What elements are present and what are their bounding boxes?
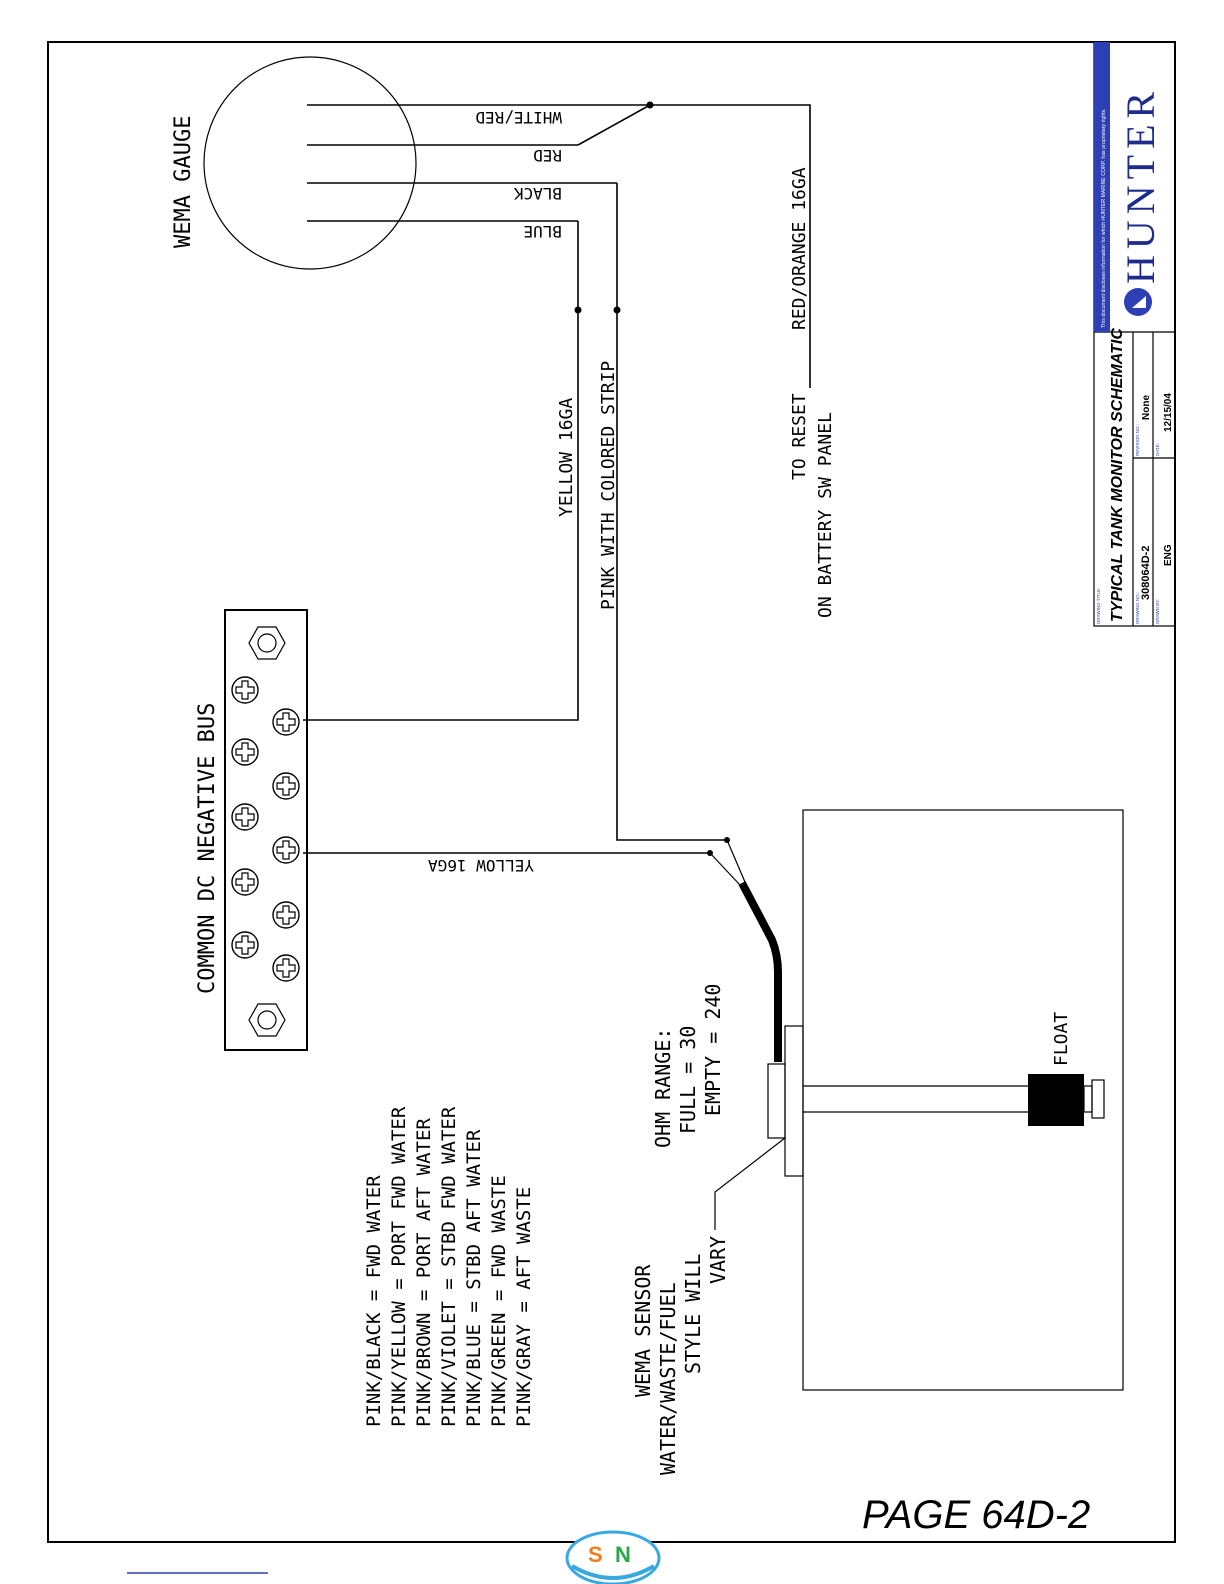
phillips-cross-icon bbox=[236, 936, 254, 954]
label-red-orange: RED/ORANGE 16GA bbox=[789, 167, 810, 330]
watermark-n: N bbox=[615, 1542, 631, 1567]
wire-red-orange bbox=[650, 105, 810, 388]
drawing-title: TYPICAL TANK MONITOR SCHEMATIC bbox=[1109, 328, 1126, 622]
sensor-line-2: WATER/WASTE/FUEL bbox=[656, 1282, 680, 1475]
legend-item: PINK/GREEN = FWD WASTE bbox=[488, 1175, 510, 1427]
phillips-cross-icon bbox=[236, 743, 254, 761]
legend-item: PINK/VIOLET = STBD FWD WATER bbox=[438, 1106, 460, 1427]
phillips-cross-icon bbox=[277, 959, 295, 977]
sensor-head bbox=[768, 1064, 785, 1138]
gauge-title: WEMA GAUGE bbox=[171, 115, 196, 248]
hunter-logo-icon bbox=[1124, 288, 1152, 316]
sensor-flange bbox=[785, 1026, 803, 1176]
date: 12/15/04 bbox=[1163, 393, 1174, 432]
dc-negative-bus bbox=[195, 610, 307, 1050]
bus-bar bbox=[225, 610, 307, 1050]
label-drawing-title: DRAWING TITLE: bbox=[1096, 587, 1101, 624]
label-revision: REVISION NO.: bbox=[1135, 423, 1140, 456]
drawn-by: ENG bbox=[1163, 544, 1174, 566]
sn-watermark-logo bbox=[567, 1532, 659, 1584]
wire-label-black: BLACK bbox=[513, 184, 562, 203]
label-reset-2: ON BATTERY SW PANEL bbox=[815, 412, 836, 618]
watermark-s: S bbox=[588, 1542, 603, 1567]
phillips-cross-icon bbox=[236, 808, 254, 826]
sensor-cable bbox=[742, 883, 778, 1062]
bus-title: COMMON DC NEGATIVE BUS bbox=[195, 702, 220, 994]
hex-nut bbox=[249, 627, 285, 659]
color-legend bbox=[363, 1106, 535, 1427]
phillips-cross-icon bbox=[277, 841, 295, 859]
ohm-empty: EMPTY = 240 bbox=[701, 983, 725, 1116]
title-block bbox=[1094, 42, 1175, 626]
phillips-cross-icon bbox=[236, 873, 254, 891]
wire-label-red: RED bbox=[533, 146, 562, 165]
revision: None bbox=[1141, 395, 1152, 420]
float bbox=[1028, 1074, 1084, 1126]
tank bbox=[768, 810, 1123, 1390]
sensor-lead bbox=[710, 853, 740, 885]
float-stop bbox=[1084, 1086, 1092, 1112]
label-pink-strip: PINK WITH COLORED STRIP bbox=[598, 360, 619, 610]
junction-dot bbox=[575, 307, 582, 314]
legend-item: PINK/BLUE = STBD AFT WATER bbox=[463, 1129, 485, 1427]
company-name: HUNTER bbox=[1118, 85, 1163, 284]
hex-nut-hole bbox=[258, 634, 276, 652]
float-stop bbox=[1092, 1080, 1104, 1118]
jumper-red-whitered bbox=[578, 105, 650, 145]
label-reset-1: TO RESET bbox=[789, 393, 810, 480]
phillips-cross-icon bbox=[236, 681, 254, 699]
page-label: PAGE 64D-2 bbox=[862, 1493, 1091, 1537]
bus-screws bbox=[232, 677, 299, 981]
junction-dot bbox=[614, 307, 621, 314]
gauge-circle bbox=[204, 57, 416, 269]
drawing-no: 308064D-2 bbox=[1140, 545, 1152, 600]
label-drawn-by: DRAWN BY: bbox=[1155, 598, 1160, 624]
label-drawing-no: DRAWING NO.: bbox=[1135, 591, 1140, 624]
label-yellow-16ga: YELLOW 16GA bbox=[556, 397, 577, 517]
label-date: DATE: bbox=[1155, 443, 1160, 456]
wire-yellow-16ga bbox=[303, 221, 578, 720]
legend-item: PINK/GRAY = AFT WASTE bbox=[513, 1186, 535, 1427]
wire-pink-strip bbox=[617, 183, 727, 840]
float-label: FLOAT bbox=[1051, 1011, 1072, 1066]
ohm-title: OHM RANGE: bbox=[651, 1027, 675, 1148]
sensor-line-3: STYLE WILL bbox=[681, 1253, 705, 1374]
ohm-full: FULL = 30 bbox=[676, 1025, 700, 1134]
phillips-cross-icon bbox=[277, 777, 295, 795]
sensor-line-4: VARY bbox=[706, 1235, 730, 1284]
hex-nut-hole bbox=[258, 1011, 276, 1029]
phillips-cross-icon bbox=[277, 713, 295, 731]
legend-item: PINK/BROWN = PORT AFT WATER bbox=[413, 1118, 435, 1427]
sensor-line-1: WEMA SENSOR bbox=[631, 1264, 655, 1397]
legend-item: PINK/BLACK = FWD WATER bbox=[363, 1175, 385, 1427]
phillips-cross-icon bbox=[277, 906, 295, 924]
wire-label-white-red: WHITE/RED bbox=[475, 108, 562, 127]
wire-label-blue: BLUE bbox=[523, 222, 562, 241]
legend-item: PINK/YELLOW = PORT FWD WATER bbox=[388, 1106, 410, 1427]
hex-nut bbox=[249, 1004, 285, 1036]
label-yellow-16ga-bus: YELLOW 16GA bbox=[428, 856, 534, 875]
sensor-lead bbox=[727, 840, 745, 882]
proprietary-notice: This document discloses information for which HUNTER MARINE CORP. has proprietary rights. bbox=[1101, 108, 1107, 328]
sensor-leader bbox=[715, 1138, 785, 1230]
